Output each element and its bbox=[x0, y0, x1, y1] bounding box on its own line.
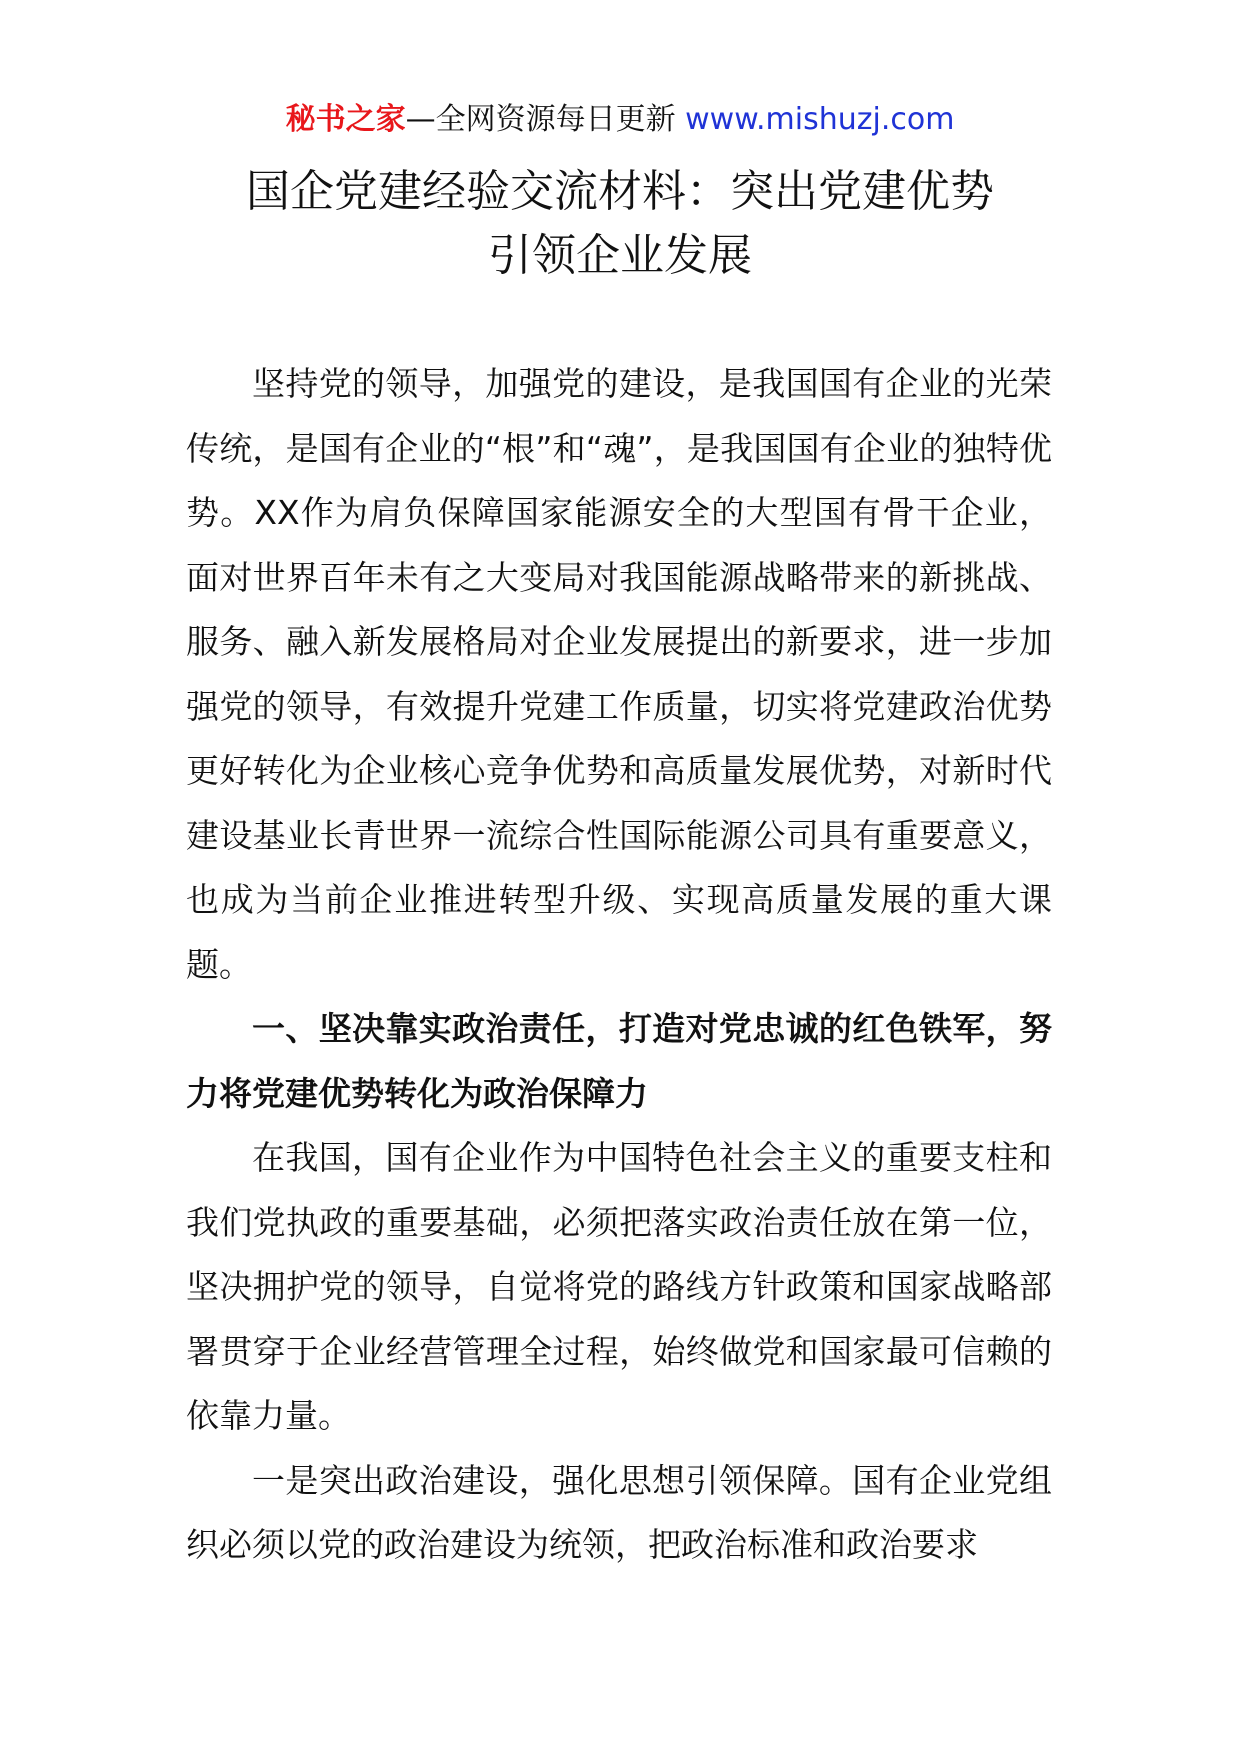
banner-brand: 秘书之家 bbox=[285, 102, 406, 137]
section-heading-1: 一、坚决靠实政治责任，打造对党忠诚的红色铁军，努力将党建优势转化为政治保障力 bbox=[186, 1009, 1052, 1113]
banner-slogan: —全网资源每日更新 bbox=[405, 102, 686, 137]
document-body bbox=[186, 352, 1052, 1578]
paragraph-intro: 坚持党的领导，加强党的建设，是我国国有企业的光荣传统，是国有企业的“根”和“魂”，是我国国有企业的独特优势。XX作为肩负保障国家能源安全的大型国有骨干企业，面对世界百年未有之大变局对我国能源战略带来的新挑战、服务、融入新发展格局对企业发展提出的新要求，进一步加强党的领导，有效提升党建工作质量，切实将党建政治优势更好转化为企业核心竞争优势和高质量发展优势，对新时代建设基业长青世界一流综合性国际能源公司具有重要意义，也成为当前企业推进转型升级、实现高质量发展的重大课题。 bbox=[186, 364, 1052, 984]
document-title bbox=[0, 160, 1240, 288]
paragraph-point-1: 一是突出政治建设，强化思想引领保障。国有企业党组织必须以党的政治建设为统领，把政治标准和政治要求 bbox=[186, 1460, 1052, 1564]
paragraph-section-1: 在我国，国有企业作为中国特色社会主义的重要支柱和我们党执政的重要基础，必须把落实政治责任放在第一位，坚决拥护党的领导，自觉将党的路线方针政策和国家战略部署贯穿于企业经营管理全过程，始终做党和国家最可信赖的依靠力量。 bbox=[186, 1138, 1052, 1435]
title-line-1: 国企党建经验交流材料：突出党建优势 bbox=[246, 166, 994, 217]
title-line-2: 引领企业发展 bbox=[488, 230, 752, 281]
site-banner bbox=[0, 98, 1240, 142]
banner-url-link[interactable]: www.mishuzj.com bbox=[685, 102, 955, 137]
